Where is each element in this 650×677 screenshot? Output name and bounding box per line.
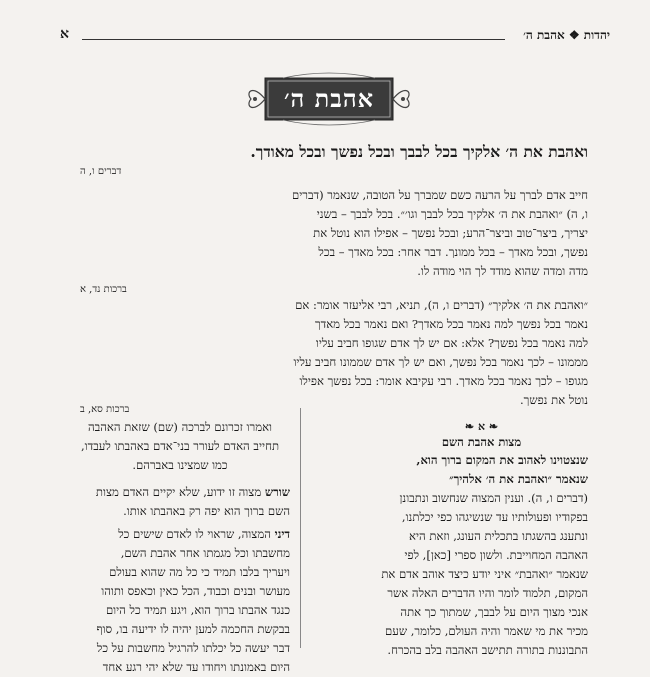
dinei-body-line: ויעריך בלבו תמיד כי כל מה שהוא בעולם: [109, 565, 290, 579]
dinei-body-line: היום באמונתו ויחודו עד שלא יהי רגע אחד: [102, 660, 290, 674]
shoresh-label: שורש: [264, 485, 290, 499]
lead-text: [375, 451, 588, 489]
dinei-text: המצוה, שראוי לו לאדם שישים כל: [118, 527, 271, 541]
right-body: [375, 489, 588, 660]
dinei-label: דיני: [274, 527, 290, 541]
body-line: האהבה המחוייבת. ולשון ספרי [כאן], לפי: [404, 548, 588, 562]
body-line: בפקודיו ופעולותיו עד שנשיגהו כפי יכלתנו,: [401, 510, 588, 524]
left-column: [70, 418, 290, 677]
body-line: שנאמר ״ואהבת״ איני יודע כיצד אוהב אדם את: [381, 567, 588, 581]
header-rule: [82, 39, 505, 40]
running-title: יהדות ❖ אהבת ה׳: [523, 28, 610, 42]
dinei-body-line: מחשבתו וכל מגמתו אחר אהבת השם,: [120, 546, 290, 560]
dinei-line: [70, 525, 290, 544]
paragraph-2: [98, 296, 588, 410]
dinei-section: [70, 525, 290, 677]
dinei-body-line: בבקשת החכמה למען יהיה לו ידיעה בו, סוף: [96, 622, 290, 636]
p2-line: ״ואהבת את ה׳ אלקיך״ (דברים ו, ה), תניא, רבי אליעזר אומר: אם: [295, 298, 588, 312]
intro-line: ואמרו זכרונם לברכה (שם) שזאת האהבה: [88, 420, 272, 434]
shoresh-section: [70, 483, 290, 521]
body-line: ונתענג בהשגתו בתכלית העונג, וזאת היא: [409, 529, 588, 543]
column-divider: [300, 408, 301, 648]
shoresh-line: [70, 483, 290, 502]
body-line: (דברים ו, ה). וענין המצוה שנחשוב ונתבונן: [399, 491, 588, 505]
intro-line: תחייב האדם לעורר בני־אדם באהבתו לעבדו,: [80, 439, 280, 453]
body-line: התבוננות בתורה תתישב האהבה בלב בהכרח.: [387, 643, 588, 657]
running-header: [60, 28, 610, 46]
lead-line: שנאמר ״ואהבת את ה׳ אלהיך״: [449, 472, 588, 486]
chapter-banner: [243, 72, 415, 126]
intro-line: כמו שמצינו באברהם.: [132, 458, 228, 472]
p1-line: ו, ה) ״ואהבת את ה׳ אלקיך בכל לבבך וגו׳״. בכל לבבך – בשני: [316, 207, 588, 221]
main-verse: ואהבת את ה׳ אלקיך בכל לבבך ובכל נפשך ובכל מאודך.: [250, 142, 588, 161]
section-heading: מצות אהבת השם: [441, 435, 522, 449]
right-column: [375, 420, 588, 660]
p2-line: מגופו – לכך נאמר בכל מאדך. רבי עקיבא אומר: בכל נפשך אפילו: [299, 374, 588, 388]
p2-line: נוטל את נפשך.: [520, 393, 588, 407]
body-line: המקום, תלמוד לומר והיו הדברים האלה אשר: [387, 586, 588, 600]
p1-line: יצריך, ביצר־טוב וביצר־הרע; ובכל נפשך – אפילו הוא נוטל את: [313, 226, 588, 240]
dinei-body-line: כנגד אהבתו ברוך הוא, ויגע תמיד כל היום: [105, 603, 290, 617]
chapter-title: אהבת ה׳: [283, 84, 375, 113]
p1-line: מדה ומדה שהוא מודד לך הוי מודה לו.: [417, 264, 588, 278]
p2-line: נאמר בכל נפשך למה נאמר בכל מאדך? ואם נאמר בכל מאדך: [314, 317, 588, 331]
dinei-body-line: מעושר ובנים וכבוד, הכל כאין וכאפס ותוהו: [101, 584, 290, 598]
dinei-body-line: דבר יעשה כל יכלתו להרגיל מחשבות על כל: [96, 641, 290, 655]
shoresh-text: מצוה זו ידוע, שלא יקיים האדם מצות: [95, 485, 262, 499]
verse-source: דברים ו, ה: [80, 166, 122, 177]
shoresh-cont: השם ברוך הוא יפה רק באהבתו אותו.: [123, 504, 290, 518]
left-intro: [70, 418, 290, 475]
lead-line: שנצטוינו לאהוב את המקום ברוך הוא,: [416, 453, 588, 467]
section-ornament: ❧ א ❧: [464, 420, 499, 433]
body-line: מכיר את מי שאמר והיה העולם, כלומר, שעם: [385, 624, 588, 638]
p1-line: נפשך, ובכל מאדך – בכל ממונך. דבר אחר: בכל מאדך – בכל: [318, 245, 588, 259]
p1-line: חייב אדם לברך על הרעה כשם שמברך על הטובה, שנאמר (דברים: [291, 188, 588, 202]
p2-line: מממונו – לכך נאמר בכל נפשך, ואם יש לך אדם שממונו חביב עליו: [293, 355, 588, 369]
body-line: אנכי מצוך היום על לבבך, שמתוך כך אתה: [400, 605, 588, 619]
p2-line: למה נאמר בכל נפשך? אלא: אם יש לך אדם שגופו חביב עליו: [315, 336, 588, 350]
page-letter: א: [60, 26, 69, 42]
paragraph-1: [98, 186, 588, 281]
para2-source: ברכות סא, ב: [80, 404, 130, 415]
para1-source: ברכות נד, א: [80, 284, 127, 295]
